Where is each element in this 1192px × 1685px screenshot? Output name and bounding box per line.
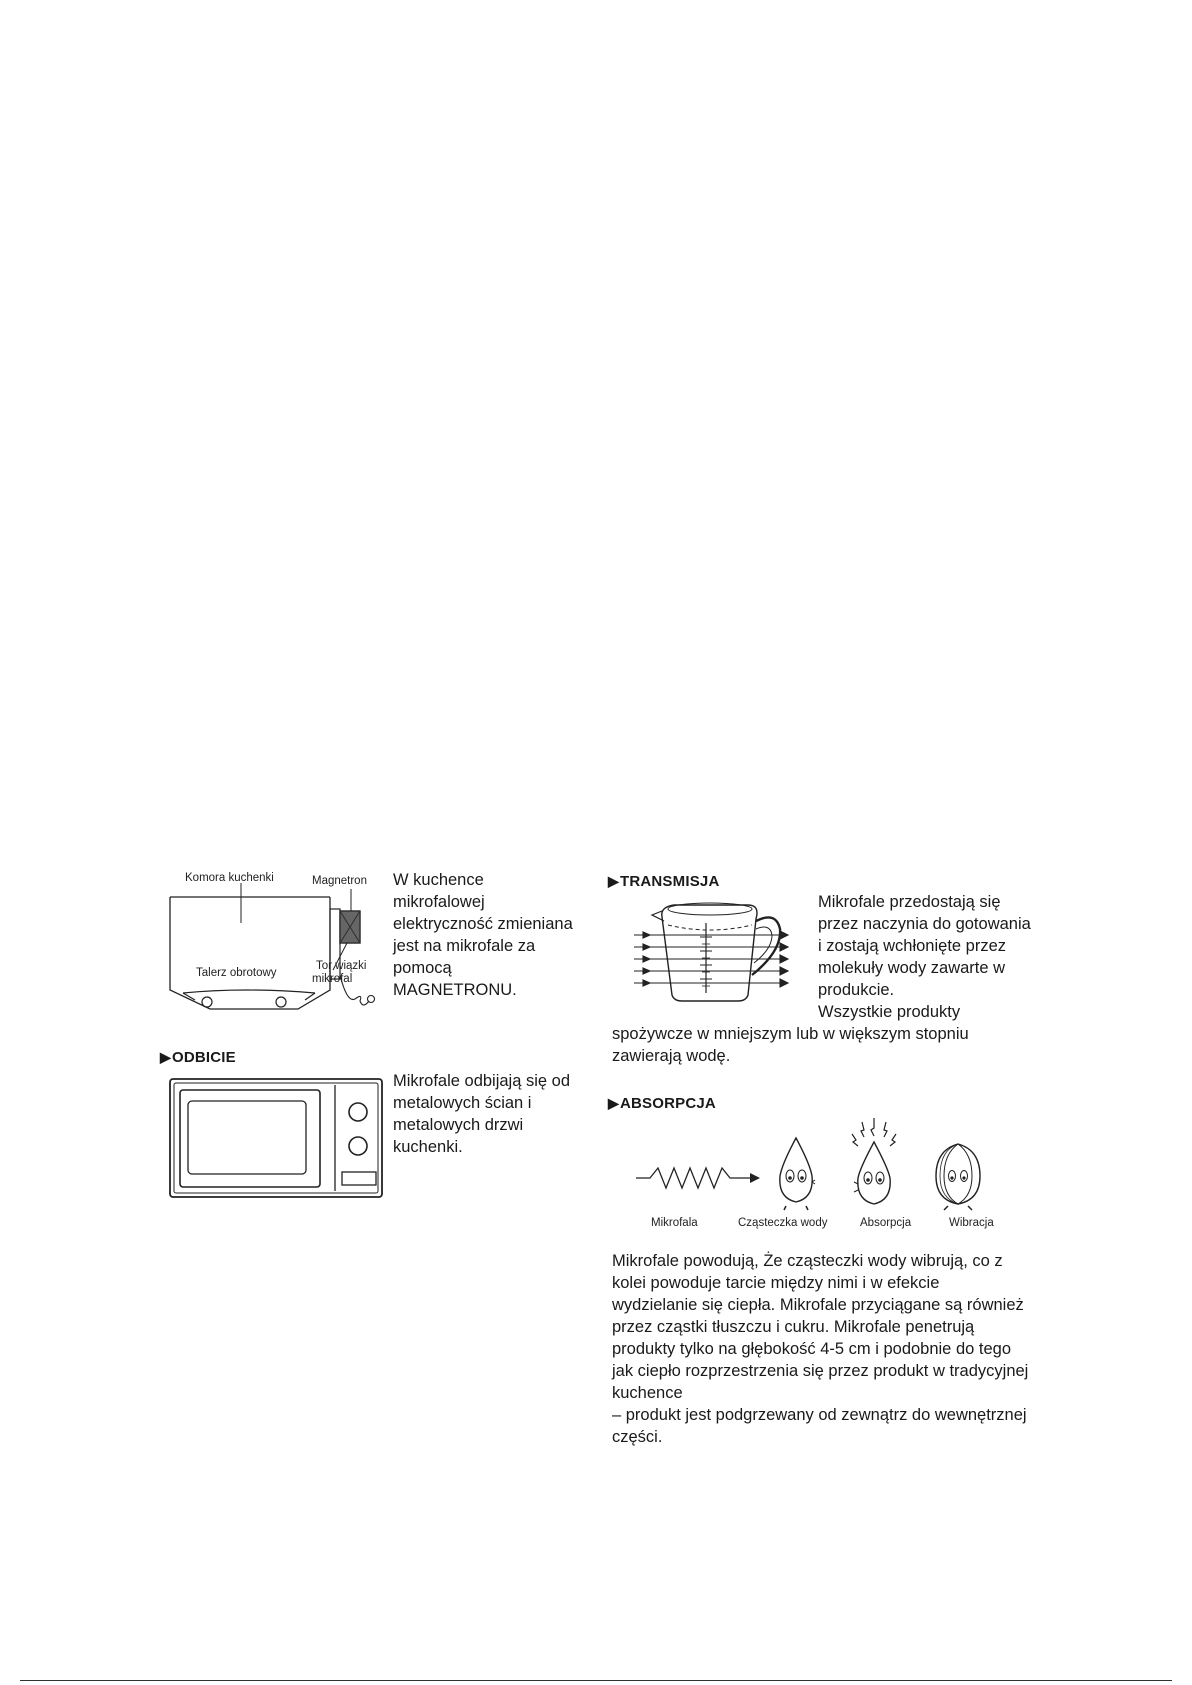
magnetron-text-line: elektryczność zmieniana	[393, 915, 573, 933]
transmisja-text-line: molekuły wody zawarte w	[818, 959, 1006, 977]
measuring-jug-icon	[630, 895, 800, 1005]
right-triangle-icon: ▶	[608, 873, 619, 889]
label-vibration: Wibracja	[949, 1217, 994, 1229]
transmisja-text-line: przez naczynia do gotowania	[818, 915, 1031, 933]
transmisja-text-line: Mikrofale przedostają się	[818, 893, 1001, 911]
odbicie-text-line: kuchenki.	[393, 1138, 463, 1156]
label-turntable: Talerz obrotowy	[196, 967, 277, 979]
absorpcja-text-line: kuchence	[612, 1384, 683, 1402]
microwave-oven-icon	[170, 1079, 382, 1197]
absorpcja-text-line: produkty tylko na głębokość 4-5 cm i podobnie do tego	[612, 1340, 1011, 1358]
heading-odbicie	[160, 1049, 236, 1066]
magnetron-text-line: jest na mikrofale za	[393, 937, 536, 955]
vibrating-molecule-icon	[936, 1144, 980, 1210]
transmisja-text-line: zawierają wodę.	[612, 1047, 731, 1065]
odbicie-text-line: Mikrofale odbijają się od	[393, 1072, 571, 1090]
absorbing-molecule-icon	[852, 1118, 896, 1204]
label-water-molecule: Cząsteczka wody	[738, 1217, 828, 1229]
microwave-wave-icon	[636, 1168, 760, 1188]
label-microwave: Mikrofala	[651, 1217, 698, 1229]
heading-odbicie-label: ODBICIE	[171, 1049, 236, 1066]
absorpcja-text-line: przez cząstki tłuszczu i cukru. Mikrofale penetrują	[612, 1318, 975, 1336]
transmisja-text-line: produkcie.	[818, 981, 895, 999]
transmisja-text-line: i zostają wchłonięte przez	[818, 937, 1007, 955]
absorpcja-text-line: – produkt jest podgrzewany od zewnątrz do wewnętrznej	[612, 1406, 1027, 1424]
page-bottom-rule	[20, 1680, 1172, 1681]
heading-transmisja	[608, 873, 719, 890]
label-magnetron: Magnetron	[312, 875, 367, 887]
absorpcja-text-line: części.	[612, 1428, 663, 1446]
label-chamber: Komora kuchenki	[185, 872, 274, 884]
odbicie-text-line: metalowych drzwi	[393, 1116, 524, 1134]
absorpcja-text-line: jak ciepło rozprzestrzenia się przez produkt w tradycyjnej	[612, 1362, 1029, 1380]
absorpcja-text-line: kolei powoduje tarcie między nimi i w efekcie	[612, 1274, 940, 1292]
magnetron-text-line: W kuchence	[393, 871, 484, 889]
transmisja-text-line: Wszystkie produkty	[818, 1003, 961, 1021]
absorpcja-text-line: Mikrofale powodują, Że cząsteczki wody wibrują, co z	[612, 1252, 1003, 1270]
transmisja-text-line: spożywcze w mniejszym lub w większym stopniu	[612, 1025, 969, 1043]
magnetron-text-line: MAGNETRONU.	[393, 981, 517, 999]
heading-absorpcja-label: ABSORPCJA	[619, 1095, 716, 1112]
magnetron-text-line: mikrofalowej	[393, 893, 485, 911]
label-beam-1: Tor wiązki	[316, 960, 367, 972]
heading-transmisja-label: TRANSMISJA	[619, 873, 720, 890]
right-triangle-icon: ▶	[160, 1049, 171, 1065]
magnetron-text-line: pomocą	[393, 959, 452, 977]
right-triangle-icon: ▶	[608, 1095, 619, 1111]
absorption-illustration	[636, 1110, 1016, 1210]
label-beam-2: mikrofal	[312, 973, 353, 985]
water-molecule-icon	[780, 1138, 815, 1210]
label-absorption: Absorpcja	[860, 1217, 912, 1229]
absorpcja-text-line: wydzielanie się ciepła. Mikrofale przyciągane są również	[612, 1296, 1024, 1314]
odbicie-text-line: metalowych ścian i	[393, 1094, 532, 1112]
